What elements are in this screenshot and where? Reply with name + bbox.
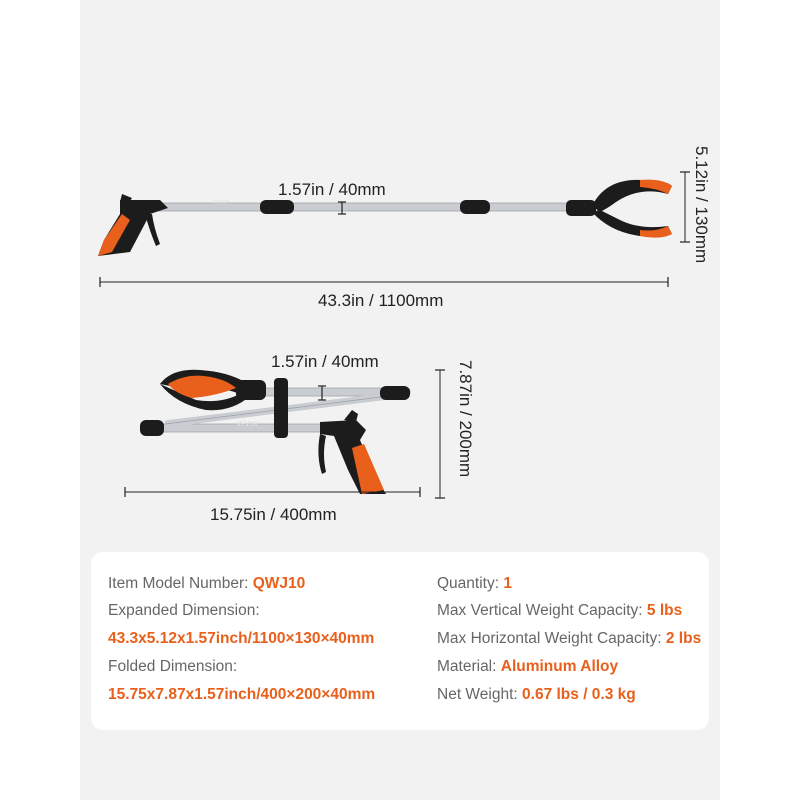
spec-net-weight — [437, 687, 636, 703]
spec-material — [437, 659, 618, 675]
spec-label: Max Horizontal Weight Capacity: — [437, 630, 662, 647]
expanded-jaw-label: 5.12in / 130mm — [692, 146, 711, 264]
spec-value: Aluminum Alloy — [500, 658, 619, 675]
spec-label: Max Vertical Weight Capacity: — [437, 602, 643, 619]
spec-value: 5 lbs — [646, 602, 683, 619]
folded-joint-right — [380, 386, 410, 400]
brand-mark-folded: VEVOR — [237, 422, 259, 428]
spec-label: Net Weight: — [437, 686, 518, 703]
spec-expanded-dimension-label: Expanded Dimension: — [108, 602, 260, 619]
folded-grabber — [140, 370, 410, 494]
spec-quantity — [437, 576, 512, 592]
spec-max-vertical — [437, 603, 682, 619]
spec-folded-dimension-value: 15.75x7.87x1.57inch/400×200×40mm — [108, 686, 376, 703]
expanded-diameter-label: 1.57in / 40mm — [278, 180, 386, 199]
spec-value: 0.67 lbs / 0.3 kg — [522, 686, 636, 703]
folded-strap — [274, 378, 288, 438]
spec-max-horizontal — [437, 631, 701, 647]
spec-value: 1 — [503, 575, 512, 592]
folded-joint-left — [140, 420, 164, 436]
spec-value: QWJ10 — [252, 575, 306, 592]
expanded-jaw-base — [566, 200, 596, 216]
brand-mark-expanded: VEVOR — [212, 200, 230, 206]
folded-length-label: 15.75in / 400mm — [210, 505, 337, 524]
expanded-length-dimension — [100, 277, 668, 287]
spec-item-model — [108, 576, 305, 592]
folded-height-dimension — [435, 370, 445, 498]
expanded-length-label: 43.3in / 1100mm — [318, 291, 444, 310]
spec-label: Quantity: — [437, 575, 500, 592]
spec-expanded-dimension-value: 43.3x5.12x1.57inch/1100×130×40mm — [108, 630, 375, 647]
spec-label: Item Model Number: — [108, 575, 249, 592]
expanded-joint-1 — [260, 200, 294, 214]
spec-value: 2 lbs — [665, 630, 702, 647]
expanded-joint-2 — [460, 200, 490, 214]
spec-folded-dimension-label: Folded Dimension: — [108, 658, 238, 675]
folded-height-label: 7.87in / 200mm — [456, 360, 475, 478]
spec-label: Material: — [437, 658, 497, 675]
folded-trigger — [318, 434, 326, 474]
expanded-trigger — [145, 214, 160, 246]
folded-diameter-label: 1.57in / 40mm — [271, 352, 379, 371]
expanded-jaw-dimension — [680, 172, 690, 242]
